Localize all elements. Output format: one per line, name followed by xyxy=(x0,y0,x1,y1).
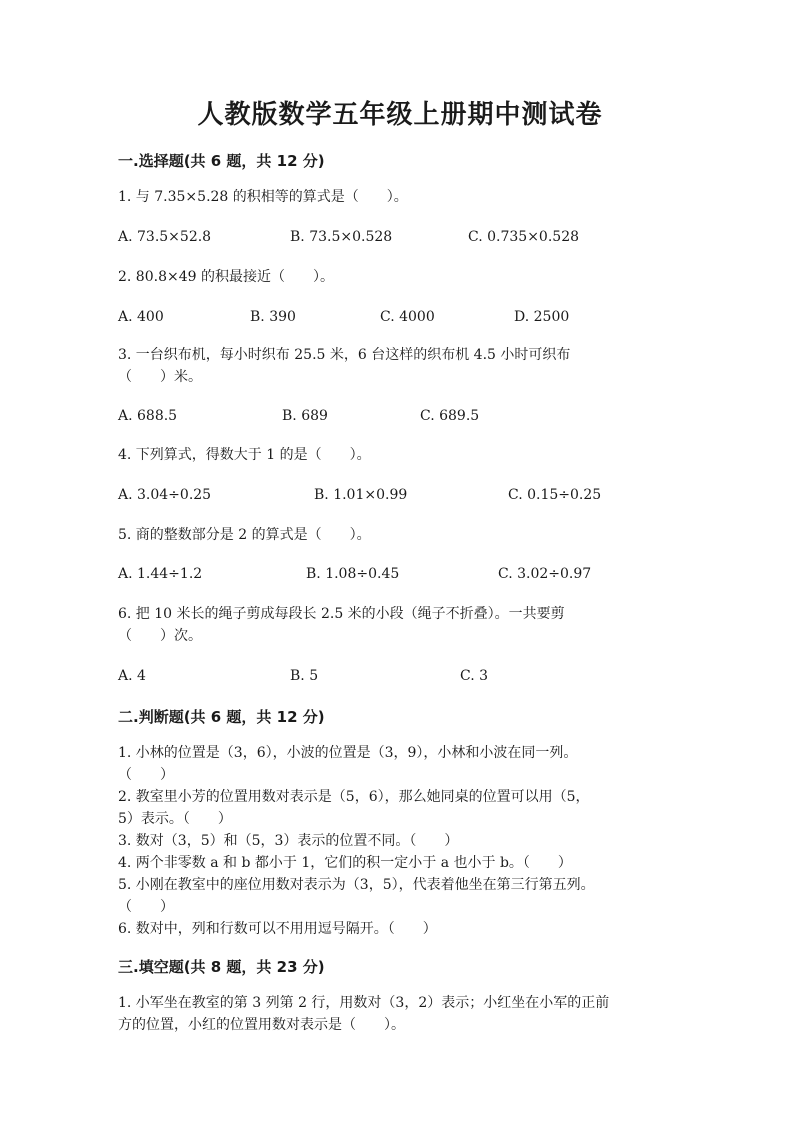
question-text: 6. 把 10 米长的绳子剪成每段长 2.5 米的小段（绳子不折叠）。一共要剪 xyxy=(118,606,565,622)
judgment-line: 4. 两个非零数 a 和 b 都小于 1，它们的积一定小于 a 也小于 b。（ ） xyxy=(118,855,572,871)
fill-blank-line: 1. 小军坐在教室的第 3 列第 2 行，用数对（3，2）表示；小红坐在小军的正前 xyxy=(118,995,610,1011)
section-heading-judgment: 二.判断题(共 6 题，共 12 分) xyxy=(118,708,325,726)
section-heading-fill-blank: 三.填空题(共 8 题，共 23 分) xyxy=(118,958,325,976)
option-b: B. 390 xyxy=(250,309,296,325)
judgment-line: （ ） xyxy=(118,899,174,915)
question-text-continued: （ ）米。 xyxy=(118,369,202,385)
question-text-continued: （ ）次。 xyxy=(118,628,202,644)
judgment-line: 2. 教室里小芳的位置用数对表示是（5，6），那么她同桌的位置可以用（5， xyxy=(118,789,590,805)
option-d: D. 2500 xyxy=(514,309,570,325)
option-a: A. 688.5 xyxy=(118,408,178,424)
option-c: C. 0.735×0.528 xyxy=(468,229,580,245)
option-c: C. 0.15÷0.25 xyxy=(508,487,602,503)
question-text: 3. 一台织布机，每小时织布 25.5 米，6 台这样的织布机 4.5 小时可织布 xyxy=(118,347,571,363)
judgment-line: 3. 数对（3，5）和（5，3）表示的位置不同。（ ） xyxy=(118,833,459,849)
option-a: A. 4 xyxy=(118,668,146,684)
judgment-line: 1. 小林的位置是（3，6），小波的位置是（3，9），小林和小波在同一列。 xyxy=(118,745,578,761)
judgment-line: （ ） xyxy=(118,767,174,783)
option-a: A. 3.04÷0.25 xyxy=(118,487,212,503)
question-text: 5. 商的整数部分是 2 的算式是（ ）。 xyxy=(118,527,371,543)
judgment-line: 5）表示。（ ） xyxy=(118,811,232,827)
option-a: A. 400 xyxy=(118,309,164,325)
option-c: C. 3 xyxy=(460,668,489,684)
question-text: 1. 与 7.35×5.28 的积相等的算式是（ ）。 xyxy=(118,189,408,205)
exam-title: 人教版数学五年级上册期中测试卷 xyxy=(197,100,603,130)
option-b: B. 689 xyxy=(282,408,328,424)
option-b: B. 5 xyxy=(290,668,319,684)
judgment-line: 6. 数对中，列和行数可以不用用逗号隔开。（ ） xyxy=(118,921,437,937)
option-a: A. 73.5×52.8 xyxy=(118,229,212,245)
option-a: A. 1.44÷1.2 xyxy=(118,566,203,582)
option-c: C. 4000 xyxy=(380,309,435,325)
judgment-line: 5. 小刚在教室中的座位用数对表示为（3，5），代表着他坐在第三行第五列。 xyxy=(118,877,595,893)
option-b: B. 1.01×0.99 xyxy=(314,487,408,503)
option-b: B. 1.08÷0.45 xyxy=(306,566,400,582)
option-b: B. 73.5×0.528 xyxy=(290,229,393,245)
fill-blank-line: 方的位置，小红的位置用数对表示是（ ）。 xyxy=(118,1017,405,1033)
option-c: C. 3.02÷0.97 xyxy=(498,566,592,582)
section-heading-choice: 一.选择题(共 6 题，共 12 分) xyxy=(118,152,325,170)
option-c: C. 689.5 xyxy=(420,408,480,424)
question-text: 2. 80.8×49 的积最接近（ ）。 xyxy=(118,269,334,285)
question-text: 4. 下列算式，得数大于 1 的是（ ）。 xyxy=(118,447,371,463)
